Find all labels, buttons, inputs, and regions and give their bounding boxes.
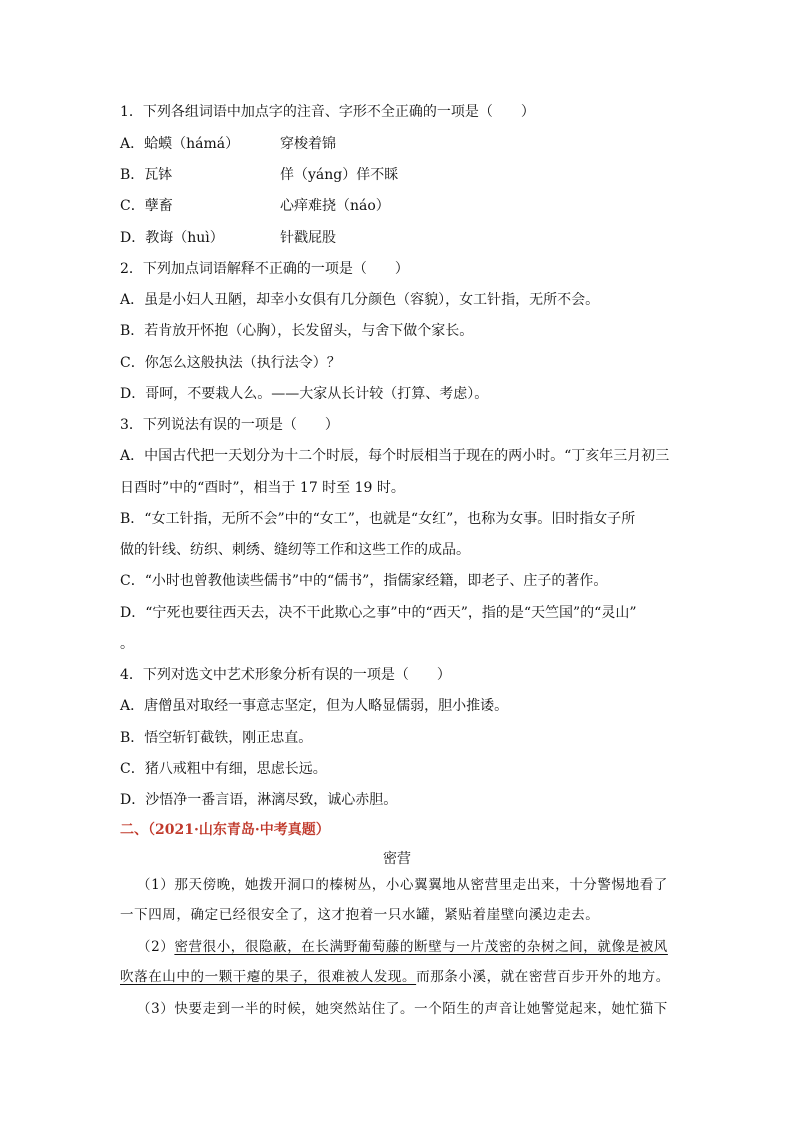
q2-option-a: A．虽是小妇人丑陋，却幸小女俱有几分颜色（容貌），女工针指，无所不会。 [120,292,600,308]
q2-option-b: B．若肯放开怀抱（心胸），长发留头，与舍下做个家长。 [120,323,474,339]
passage-p2-underlined-2: 吹落在山中的一颗干瘪的果子，很难被人发现。 [120,969,417,985]
q3-option-a-line2: 日酉时”中的“酉时”，相当于 17 时至 19 时。 [120,480,405,496]
q2-stem: 2．下列加点词语解释不正确的一项是（ ） [120,261,409,277]
q4-stem: 4．下列对选文中艺术形象分析有误的一项是（ ） [120,667,451,683]
section-heading: 二、（2021·山东青岛·中考真题） [120,822,330,838]
q4-option-b: B．悟空斩钉截铁，刚正忠直。 [120,730,313,746]
q3-option-d-line1: D．“宁死也要往西天去，决不干此欺心之事”中的“西天”，指的是“天竺国”的“灵山” [120,605,637,621]
q1-option-d-right: 针戳屁股 [280,230,336,246]
q1-option-a-right: 穿梭着锦 [280,136,336,152]
passage-p2-line2 [120,968,670,986]
q1-option-b-right: 佯（yáng）佯不睬 [280,167,399,183]
q4-option-a: A．唐僧虽对取经一事意志坚定，但为人略显儒弱，胆小推诿。 [120,698,509,714]
q1-option-a-left: A．蛤蟆（hámá） [120,136,240,152]
q1-stem: 1．下列各组词语中加点字的注音、字形不全正确的一项是（ ） [120,104,535,120]
q3-option-b-line2: 做的针线、纺织、刺绣、缝纫等工作和这些工作的成品。 [120,542,470,558]
q1-option-c-right: 心痒难挠（náo） [280,198,390,214]
passage-p1-line1: （1）那天傍晚，她拨开洞口的榛树丛，小心翼翼地从密营里走出来，十分警惕地看了 [137,877,668,893]
passage-p2-line1 [137,938,668,956]
q3-option-b-line1: B．“女工针指，无所不会”中的“女工”，也就是“女红”，也称为女事。旧时指女子所 [120,511,636,527]
q3-option-a-line1: A．中国古代把一天划分为十二个时辰，每个时辰相当于现在的两小时。“丁亥年三月初三 [120,448,670,464]
passage-p2-lead: （2） [137,939,175,955]
q4-option-c: C．猪八戒粗中有细，思虑长远。 [120,761,327,777]
passage-p2-rest: 而那条小溪，就在密营百步开外的地方。 [416,969,670,985]
q3-option-c: C．“小时也曾教他读些儒书”中的“儒书”，指儒家经籍，即老子、庄子的著作。 [120,573,608,589]
q4-option-d: D．沙悟净一番言语，淋漓尽致，诚心赤胆。 [120,792,398,808]
passage-title: 密营 [383,851,411,867]
q1-option-c-left: C．孽畜 [120,198,173,214]
q1-option-d-left: D．教诲（huì） [120,230,224,246]
passage-p3-line1: （3）快要走到一半的时候，她突然站住了。一个陌生的声音让她警觉起来，她忙猫下 [137,1001,668,1017]
q3-option-d-line2: 。 [120,636,134,652]
q2-option-d: D．哥呵，不要栽人么。——大家从长计较（打算、考虑）。 [120,386,489,402]
q1-option-b-left: B．瓦钵 [120,167,173,183]
q2-option-c: C．你怎么这般执法（执行法令）？ [120,355,341,371]
passage-p1-line2: 一下四周，确定已经很安全了，这才抱着一只水罐，紧贴着崖壁向溪边走去。 [120,907,600,923]
passage-p2-underlined-1: 密营很小，很隐蔽，在长满野葡萄藤的断壁与一片茂密的杂树之间，就像是被风 [174,939,668,955]
q3-stem: 3．下列说法有误的一项是（ ） [120,417,339,433]
